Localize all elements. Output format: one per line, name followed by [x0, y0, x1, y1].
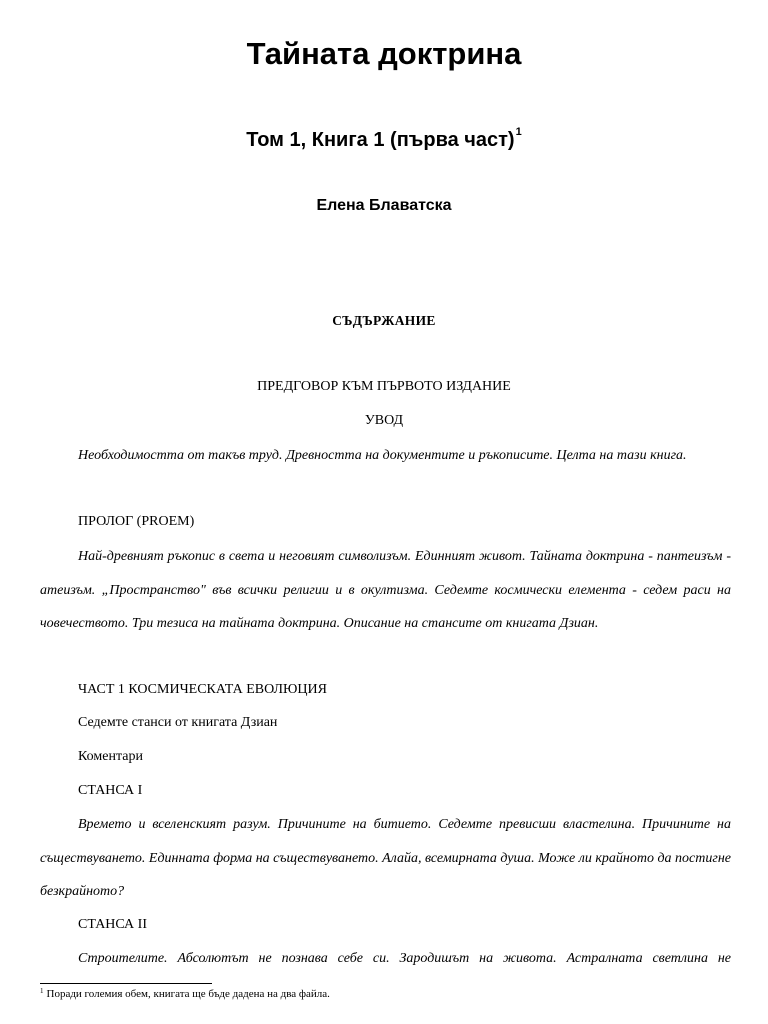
footnote-text: Поради големия обем, книгата ще бъде дадена на два файла.: [46, 988, 330, 1000]
footnote-separator: [40, 983, 212, 984]
toc-heading: СЪДЪРЖАНИЕ: [332, 313, 436, 328]
document-author: Елена Блаватска: [316, 197, 452, 214]
subtitle-text: Том 1, Книга 1 (първа част): [246, 129, 515, 151]
toc-entry-stanza-2: СТАНСА II: [78, 917, 147, 932]
toc-stanza-1-description: Времето и вселенският разум. Причините на битието. Седемте превисши властелина. Причините на съществуването. Единната форма на съществуването. Алайа, всемирната душа. Може ли крайното да постигне безкрайното?: [40, 817, 731, 900]
toc-prologue-description: Най-древният ръкопис в света и неговият символизъм. Единният живот. Тайната доктрина - пантеизъм - атеизъм. „Пространство" във всички религии и в окултизма. Седемте космически елемента - седем раси на човечеството. Три тезиса на тайната доктрина. Описание на стансите от книгата Дзиан.: [40, 549, 731, 632]
toc-entry-preface: ПРЕДГОВОР КЪМ ПЪРВОТО ИЗДАНИЕ: [257, 379, 511, 394]
document-title: Тайната доктрина: [246, 36, 522, 71]
footnote-mark: 1: [40, 987, 44, 995]
toc-entry-stanza-1: СТАНСА I: [78, 783, 143, 798]
footnote: [40, 988, 330, 1000]
toc-entry-intro: УВОД: [364, 413, 404, 428]
toc-entry-part1: ЧАСТ 1 КОСМИЧЕСКАТА ЕВОЛЮЦИЯ: [78, 682, 327, 697]
toc-entry-prologue: ПРОЛОГ (PROEM): [78, 514, 195, 529]
toc-entry-seven-stanzas: Седемте станси от книгата Дзиан: [78, 715, 278, 730]
document-subtitle: [0, 126, 768, 152]
toc-intro-description: Необходимостта от такъв труд. Древността на документите и ръкописите. Целта на тази книга.: [78, 448, 687, 463]
toc-stanza-2-description: Строителите. Абсолютът не познава себе си. Зародишът на живота. Астралната светлина не: [78, 951, 731, 966]
footnote-reference[interactable]: 1: [515, 126, 522, 138]
toc-entry-commentary: Коментари: [78, 749, 143, 764]
